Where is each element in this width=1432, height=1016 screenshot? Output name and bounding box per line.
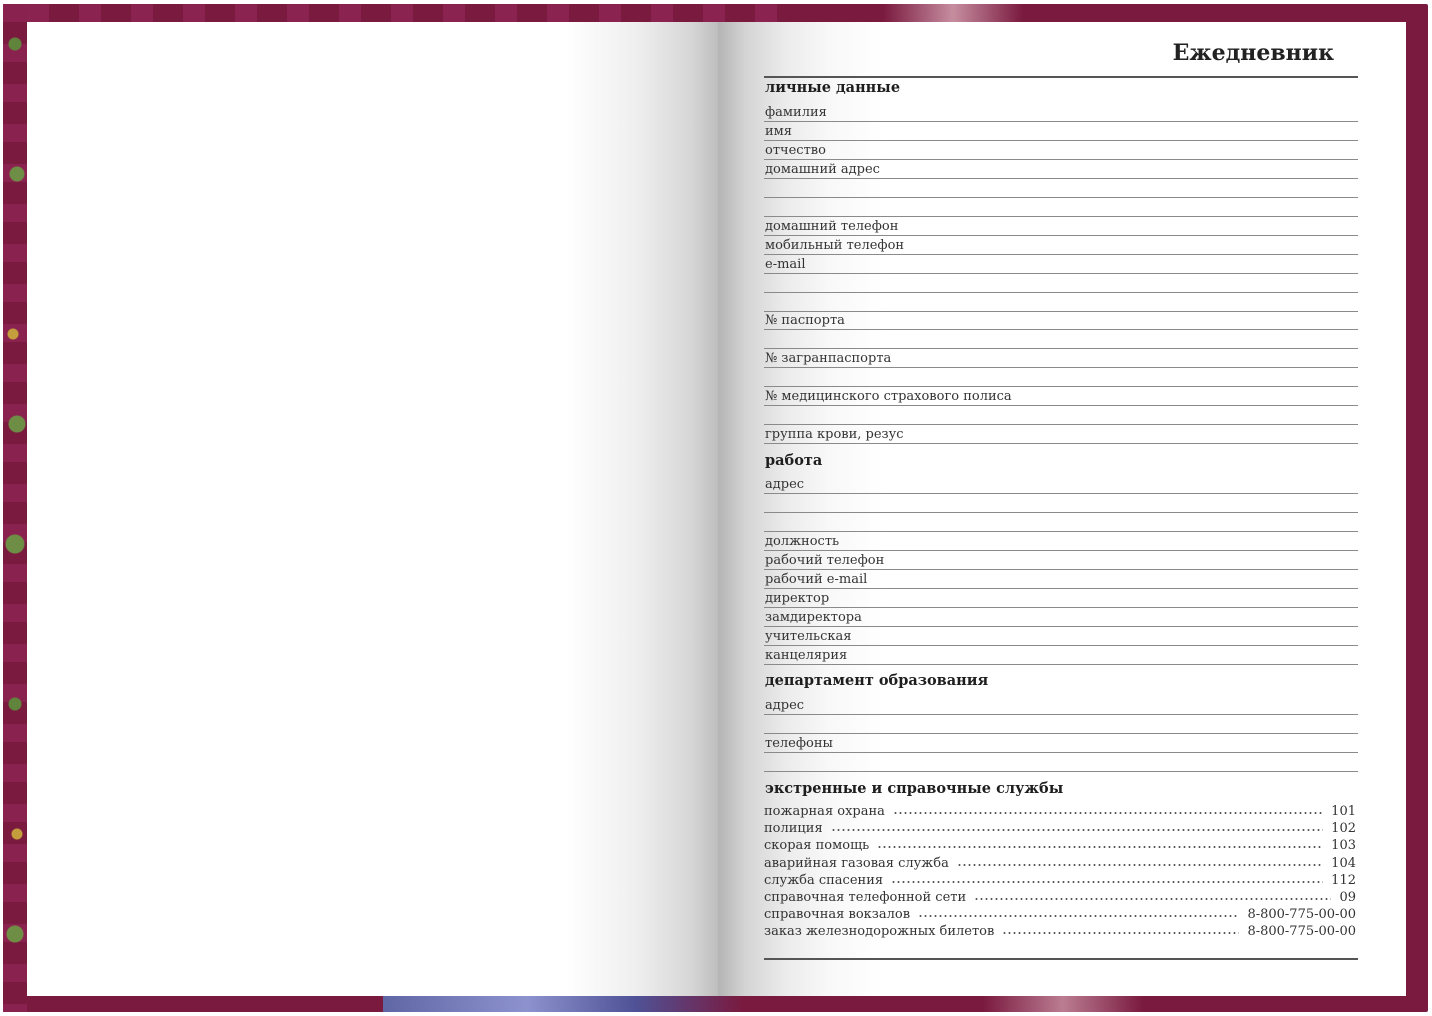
form-line[interactable] [764,386,1358,406]
form-line-label: № загранпаспорта [765,351,892,367]
right-page [718,22,1406,996]
form-line[interactable] [764,569,1358,589]
dot-leader [891,880,1323,884]
form-line[interactable] [764,752,1358,772]
form-line[interactable] [764,292,1358,312]
form-line[interactable] [764,714,1358,734]
form-line-label: группа крови, резус [765,427,904,443]
service-number: 112 [1331,872,1356,888]
form-line-label: № медицинского страхового полиса [765,389,1012,405]
form-line[interactable] [764,695,1358,715]
form-line[interactable] [764,235,1358,255]
service-number: 09 [1339,890,1356,905]
service-name: пожарная охрана [764,804,885,819]
dot-leader [918,914,1239,918]
service-number: 101 [1331,804,1356,819]
form-line-label: мобильный телефон [765,237,905,253]
form-line-label: замдиректора [765,609,862,625]
form-line-label: рабочий телефон [765,552,885,568]
section-title-work: работа [765,452,823,469]
form-line-label: рабочий e-mail [765,571,868,587]
service-row [764,888,1356,905]
section-title-emergency: экстренные и справочные службы [765,780,1064,797]
form-line[interactable] [764,102,1358,122]
service-name: аварийная газовая служба [764,855,949,871]
service-name: справочная вокзалов [764,907,911,923]
service-number: 102 [1331,821,1356,837]
form-line-label: № паспорта [765,313,845,329]
service-row [764,802,1356,819]
form-line-label: адрес [765,698,805,713]
form-line[interactable] [764,607,1358,627]
section-title-education-dept: департамент образования [765,672,989,689]
left-page-blank [27,22,719,996]
cover-ornament-top [27,4,807,24]
service-number: 104 [1331,855,1356,871]
form-line[interactable] [764,348,1358,368]
service-name: заказ железнодорожных билетов [764,924,995,940]
form-line-label: телефоны [765,735,833,751]
form-line[interactable] [764,310,1358,330]
page-title: Ежедневник [1172,40,1334,66]
form-line-label: имя [765,123,792,139]
form-line-label: фамилия [765,105,827,120]
cover-ornament [3,4,27,1012]
dot-leader [893,811,1323,815]
form-line[interactable] [764,367,1358,387]
form-line[interactable] [764,159,1358,179]
form-line-label: канцелярия [765,647,848,663]
form-line-label: директор [765,590,830,606]
form-line[interactable] [764,178,1358,198]
title-rule [764,76,1358,78]
dot-leader [1002,931,1239,935]
form-line[interactable] [764,329,1358,349]
service-number: 8-800-775-00-00 [1247,907,1356,923]
form-line-label: e-mail [765,256,806,272]
form-line[interactable] [764,424,1358,444]
form-line[interactable] [764,121,1358,141]
form-line[interactable] [764,733,1358,753]
form-line[interactable] [764,140,1358,160]
form-line[interactable] [764,550,1358,570]
form-line-label: домашний адрес [765,161,880,177]
service-row [764,905,1356,922]
service-name: полиция [764,821,823,837]
form-line[interactable] [764,254,1358,274]
service-name: справочная телефонной сети [764,890,967,905]
form-line[interactable] [764,531,1358,551]
form-line-label: отчество [765,142,826,158]
service-number: 103 [1331,838,1356,854]
section-title-personal: личные данные [765,79,901,96]
form-line[interactable] [764,645,1358,665]
form-line[interactable] [764,474,1358,494]
dot-leader [957,863,1323,867]
service-name: служба спасения [764,872,884,888]
dot-leader [877,845,1323,849]
form-line[interactable] [764,512,1358,532]
service-row [764,854,1356,871]
form-line-label: домашний телефон [765,218,899,234]
cover-highlight-bottom [983,996,1143,1012]
form-line-label: должность [765,533,840,549]
form-line[interactable] [764,405,1358,425]
service-row [764,871,1356,888]
form-line[interactable] [764,626,1358,646]
bottom-rule [764,958,1358,960]
service-row [764,819,1356,836]
form-line[interactable] [764,197,1358,217]
form-line-label: адрес [765,477,805,492]
service-row [764,836,1356,853]
cover-bottom-artwork [383,996,743,1012]
service-name: скорая помощь [764,838,870,854]
cover-highlight [883,4,1023,24]
form-line-label: учительская [765,628,852,644]
dot-leader [974,897,1331,901]
service-number: 8-800-775-00-00 [1247,924,1356,940]
form-line[interactable] [764,216,1358,236]
form-line[interactable] [764,493,1358,513]
form-line[interactable] [764,588,1358,608]
service-row [764,922,1356,939]
dot-leader [831,828,1324,832]
form-line[interactable] [764,273,1358,293]
